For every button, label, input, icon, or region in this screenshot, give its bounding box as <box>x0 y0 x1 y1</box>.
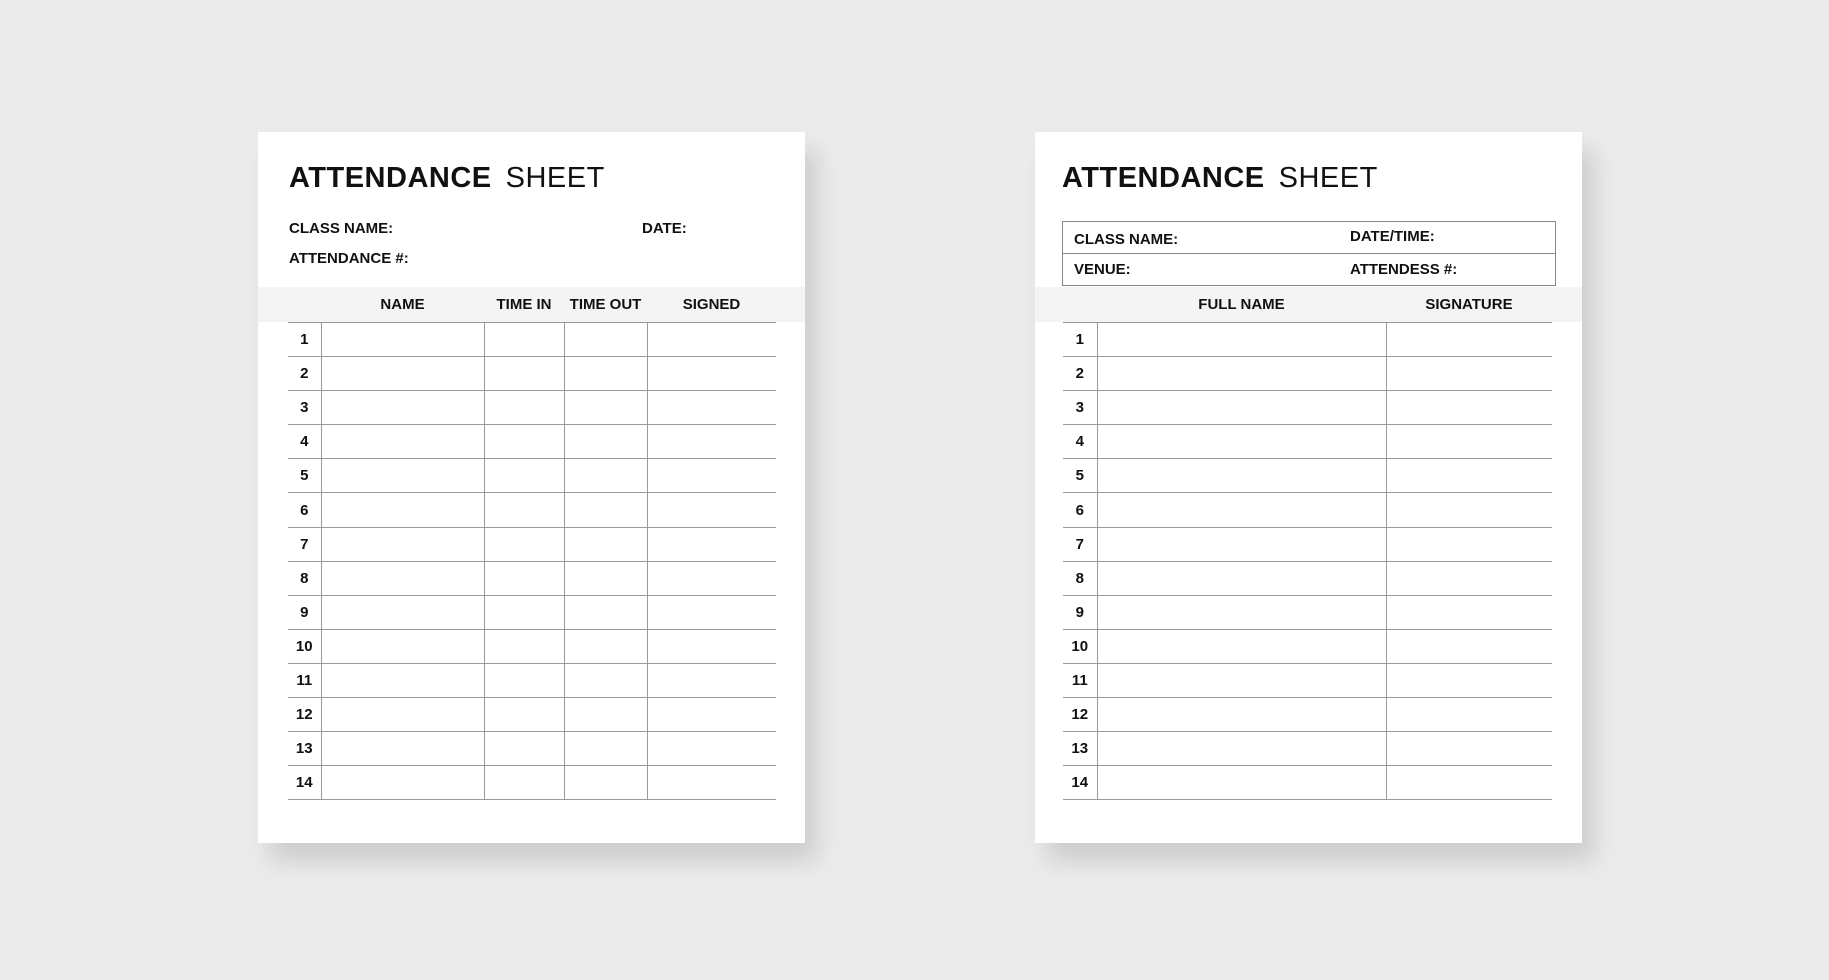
table-row <box>288 595 776 629</box>
row-number: 10 <box>1063 629 1097 663</box>
attendance-number-label: ATTENDANCE #: <box>289 250 409 267</box>
row-number: 13 <box>1063 732 1097 766</box>
table-row <box>288 425 776 459</box>
table-row <box>1063 732 1552 766</box>
row-number: 11 <box>1063 663 1097 697</box>
entry-cell[interactable] <box>321 357 484 391</box>
entry-cell[interactable] <box>321 732 484 766</box>
row-number: 12 <box>1063 698 1097 732</box>
entry-cell[interactable] <box>1386 357 1552 391</box>
sheet-title <box>289 162 605 195</box>
entry-cell[interactable] <box>1097 493 1386 527</box>
entry-cell[interactable] <box>564 698 647 732</box>
row-number: 14 <box>1063 766 1097 800</box>
entry-cell[interactable] <box>484 698 564 732</box>
entry-cell[interactable] <box>647 561 776 595</box>
entry-cell[interactable] <box>321 425 484 459</box>
table-row <box>288 493 776 527</box>
entry-cell[interactable] <box>1386 391 1552 425</box>
date-label: DATE: <box>642 220 687 237</box>
entry-cell[interactable] <box>1386 698 1552 732</box>
entry-cell[interactable] <box>321 629 484 663</box>
row-number: 11 <box>288 663 321 697</box>
entry-cell[interactable] <box>321 561 484 595</box>
table-row <box>1063 425 1552 459</box>
row-number: 10 <box>288 629 321 663</box>
entry-cell[interactable] <box>321 663 484 697</box>
row-number: 6 <box>288 493 321 527</box>
entry-cell[interactable] <box>647 323 776 357</box>
entry-cell[interactable] <box>1386 425 1552 459</box>
entry-cell[interactable] <box>321 698 484 732</box>
entry-cell[interactable] <box>647 698 776 732</box>
entry-cell[interactable] <box>1386 732 1552 766</box>
row-number: 2 <box>1063 357 1097 391</box>
entry-cell[interactable] <box>564 425 647 459</box>
row-number: 8 <box>1063 561 1097 595</box>
venue-label: VENUE: <box>1074 261 1131 278</box>
entry-cell[interactable] <box>647 595 776 629</box>
attendees-label: ATTENDESS #: <box>1350 261 1458 278</box>
entry-cell[interactable] <box>321 493 484 527</box>
table-row <box>288 732 776 766</box>
entry-cell[interactable] <box>1097 766 1386 800</box>
entry-cell[interactable] <box>484 595 564 629</box>
entry-cell[interactable] <box>564 629 647 663</box>
entry-cell[interactable] <box>564 595 647 629</box>
title-regular: SHEET <box>505 162 605 194</box>
entry-cell[interactable] <box>484 425 564 459</box>
entry-cell[interactable] <box>564 323 647 357</box>
row-number: 13 <box>288 732 321 766</box>
entry-cell[interactable] <box>1097 391 1386 425</box>
entry-cell[interactable] <box>1386 663 1552 697</box>
row-number: 4 <box>288 425 321 459</box>
column-header-name: NAME <box>380 296 425 313</box>
entry-cell[interactable] <box>647 766 776 800</box>
entry-cell[interactable] <box>484 561 564 595</box>
entry-cell[interactable] <box>1097 595 1386 629</box>
entry-cell[interactable] <box>1097 357 1386 391</box>
entry-cell[interactable] <box>484 766 564 800</box>
entry-cell[interactable] <box>321 595 484 629</box>
table-row <box>288 357 776 391</box>
column-header-time-out: TIME OUT <box>569 296 642 313</box>
attendance-sheet-simple <box>258 132 805 843</box>
entry-cell[interactable] <box>1386 766 1552 800</box>
entry-cell[interactable] <box>647 732 776 766</box>
row-number: 4 <box>1063 425 1097 459</box>
entry-cell[interactable] <box>564 493 647 527</box>
table-row <box>288 459 776 493</box>
row-number: 2 <box>288 357 321 391</box>
table-row <box>1063 766 1552 800</box>
entry-cell[interactable] <box>1097 629 1386 663</box>
table-row <box>288 391 776 425</box>
column-header-signature: SIGNATURE <box>1425 296 1513 313</box>
entry-cell[interactable] <box>647 663 776 697</box>
row-number: 8 <box>288 561 321 595</box>
entry-cell[interactable] <box>647 391 776 425</box>
entry-cell[interactable] <box>1097 561 1386 595</box>
table-row <box>1063 629 1552 663</box>
column-header-signed: SIGNED <box>682 296 741 313</box>
row-number: 7 <box>288 527 321 561</box>
entry-cell[interactable] <box>647 629 776 663</box>
row-number: 1 <box>1063 323 1097 357</box>
entry-cell[interactable] <box>564 561 647 595</box>
entry-cell[interactable] <box>1386 323 1552 357</box>
entry-cell[interactable] <box>484 527 564 561</box>
entry-cell[interactable] <box>484 459 564 493</box>
table-row <box>288 698 776 732</box>
entry-cell[interactable] <box>321 323 484 357</box>
row-number: 5 <box>288 459 321 493</box>
table-row <box>1063 698 1552 732</box>
row-number: 9 <box>1063 595 1097 629</box>
title-regular: SHEET <box>1278 162 1378 194</box>
table-row <box>288 527 776 561</box>
entry-cell[interactable] <box>1097 425 1386 459</box>
entry-cell[interactable] <box>484 391 564 425</box>
table-row <box>1063 391 1552 425</box>
entry-cell[interactable] <box>1097 323 1386 357</box>
table-row <box>288 766 776 800</box>
table-row <box>1063 663 1552 697</box>
row-number: 6 <box>1063 493 1097 527</box>
entry-cell[interactable] <box>484 357 564 391</box>
entry-cell[interactable] <box>484 493 564 527</box>
date-time-label: DATE/TIME: <box>1350 228 1435 245</box>
entry-cell[interactable] <box>1097 732 1386 766</box>
entry-cell[interactable] <box>1386 527 1552 561</box>
row-number: 12 <box>288 698 321 732</box>
row-number: 14 <box>288 766 321 800</box>
entry-cell[interactable] <box>564 766 647 800</box>
entry-cell[interactable] <box>564 391 647 425</box>
row-number: 3 <box>288 391 321 425</box>
entry-cell[interactable] <box>321 391 484 425</box>
entry-cell[interactable] <box>1386 561 1552 595</box>
entry-cell[interactable] <box>1386 595 1552 629</box>
entry-cell[interactable] <box>1097 663 1386 697</box>
title-bold: ATTENDANCE <box>1062 162 1265 194</box>
table-row <box>1063 595 1552 629</box>
entry-cell[interactable] <box>647 357 776 391</box>
entry-cell[interactable] <box>1097 698 1386 732</box>
entry-cell[interactable] <box>484 323 564 357</box>
entry-cell[interactable] <box>564 527 647 561</box>
entry-cell[interactable] <box>564 732 647 766</box>
entry-cell[interactable] <box>1097 527 1386 561</box>
entry-cell[interactable] <box>564 663 647 697</box>
entry-cell[interactable] <box>1386 459 1552 493</box>
row-number: 1 <box>288 323 321 357</box>
table-row <box>1063 459 1552 493</box>
table-row <box>288 323 776 357</box>
table-row <box>1063 323 1552 357</box>
row-number: 9 <box>288 595 321 629</box>
entry-cell[interactable] <box>321 459 484 493</box>
entry-cell[interactable] <box>1386 629 1552 663</box>
entry-cell[interactable] <box>647 459 776 493</box>
entry-cell[interactable] <box>321 766 484 800</box>
entry-cell[interactable] <box>484 732 564 766</box>
attendance-table <box>1063 322 1552 800</box>
entry-cell[interactable] <box>1097 459 1386 493</box>
entry-cell[interactable] <box>484 663 564 697</box>
column-header-full-name: FULL NAME <box>1198 296 1285 313</box>
class-name-label: CLASS NAME: <box>1074 231 1179 248</box>
entry-cell[interactable] <box>564 459 647 493</box>
table-row <box>288 663 776 697</box>
table-row <box>1063 493 1552 527</box>
entry-cell[interactable] <box>564 357 647 391</box>
entry-cell[interactable] <box>321 527 484 561</box>
title-bold: ATTENDANCE <box>289 162 492 194</box>
entry-cell[interactable] <box>484 629 564 663</box>
row-number: 3 <box>1063 391 1097 425</box>
entry-cell[interactable] <box>647 493 776 527</box>
attendance-sheet-boxed <box>1035 132 1582 843</box>
entry-cell[interactable] <box>647 527 776 561</box>
class-name-label: CLASS NAME: <box>289 220 394 237</box>
row-number: 7 <box>1063 527 1097 561</box>
row-number: 5 <box>1063 459 1097 493</box>
table-row <box>288 561 776 595</box>
column-header-time-in: TIME IN <box>496 296 552 313</box>
table-row <box>1063 561 1552 595</box>
attendance-table <box>288 322 776 800</box>
entry-cell[interactable] <box>647 425 776 459</box>
table-row <box>1063 527 1552 561</box>
table-row <box>1063 357 1552 391</box>
sheet-title <box>1062 162 1378 195</box>
info-box <box>1062 221 1556 286</box>
table-row <box>288 629 776 663</box>
entry-cell[interactable] <box>1386 493 1552 527</box>
